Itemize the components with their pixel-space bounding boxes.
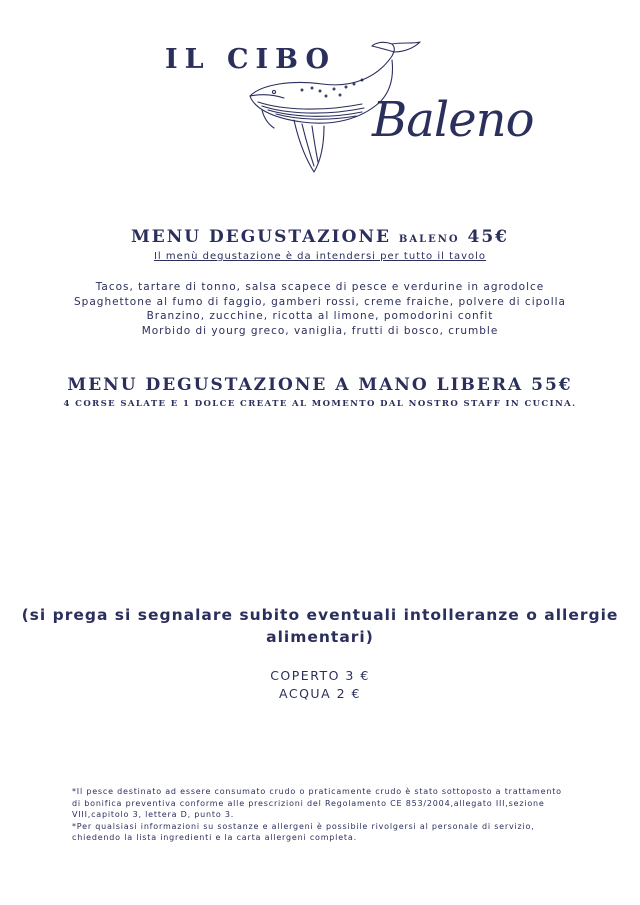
menu-baleno-title-main: MENU DEGUSTAZIONE: [130, 227, 391, 247]
footnote-line: VIII,capitolo 3, lettera D, punto 3.: [72, 810, 235, 819]
allergy-notice: [0, 604, 640, 648]
menu-baleno-title: [0, 227, 640, 247]
menu-baleno-price: 45€: [467, 227, 510, 247]
footnote-line: *Il pesce destinato ad essere consumato crudo o praticamente crudo è stato sottoposto a trattamento: [72, 787, 562, 796]
coperto-price: COPERTO 3 €: [270, 668, 370, 683]
logo-title: IL CIBO: [165, 44, 336, 75]
menu-baleno-dishes: [0, 280, 640, 338]
footnote-line: chiedendo la lista ingredienti e la carta allergeni completa.: [72, 833, 357, 842]
allergy-notice-line1: (si prega si segnalare subito eventuali intolleranze o allergie: [21, 606, 619, 624]
menu-baleno-name: baleno: [398, 230, 460, 246]
menu-baleno-note: Il menù degustazione è da intendersi per tutto il tavolo: [153, 251, 487, 262]
dish-item: Tacos, tartare di tonno, salsa scapece di pesce e verdurine in agrodolce: [95, 281, 545, 293]
acqua-price: ACQUA 2 €: [279, 686, 361, 701]
dish-item: Morbido di yourg greco, vaniglia, frutti di bosco, crumble: [141, 324, 499, 337]
logo-script: Baleno: [372, 92, 534, 148]
dish-item: Branzino, zucchine, ricotta al limone, pomodorini confit: [146, 310, 494, 322]
allergy-notice-line2: alimentari): [266, 628, 374, 646]
dish-item: Spaghettone al fumo di faggio, gamberi rossi, creme fraiche, polvere di cipolla: [74, 295, 566, 308]
menu-libera-title: MENU DEGUSTAZIONE A MANO LIBERA 55€: [67, 375, 573, 395]
menu-libera-subtitle: 4 CORSE SALATE E 1 DOLCE CREATE AL MOMENTO DAL NOSTRO STAFF IN CUCINA.: [63, 399, 577, 409]
footnote-line: di bonifica preventiva conforme alle prescrizioni del Regolamento CE 853/2004,allegato III,sezione: [72, 798, 545, 808]
footnote-line: *Per qualsiasi informazioni su sostanze e allergeni è possibile rivolgersi al personale di servizio,: [72, 821, 535, 831]
footnote: [72, 786, 592, 844]
prices: [0, 667, 640, 703]
